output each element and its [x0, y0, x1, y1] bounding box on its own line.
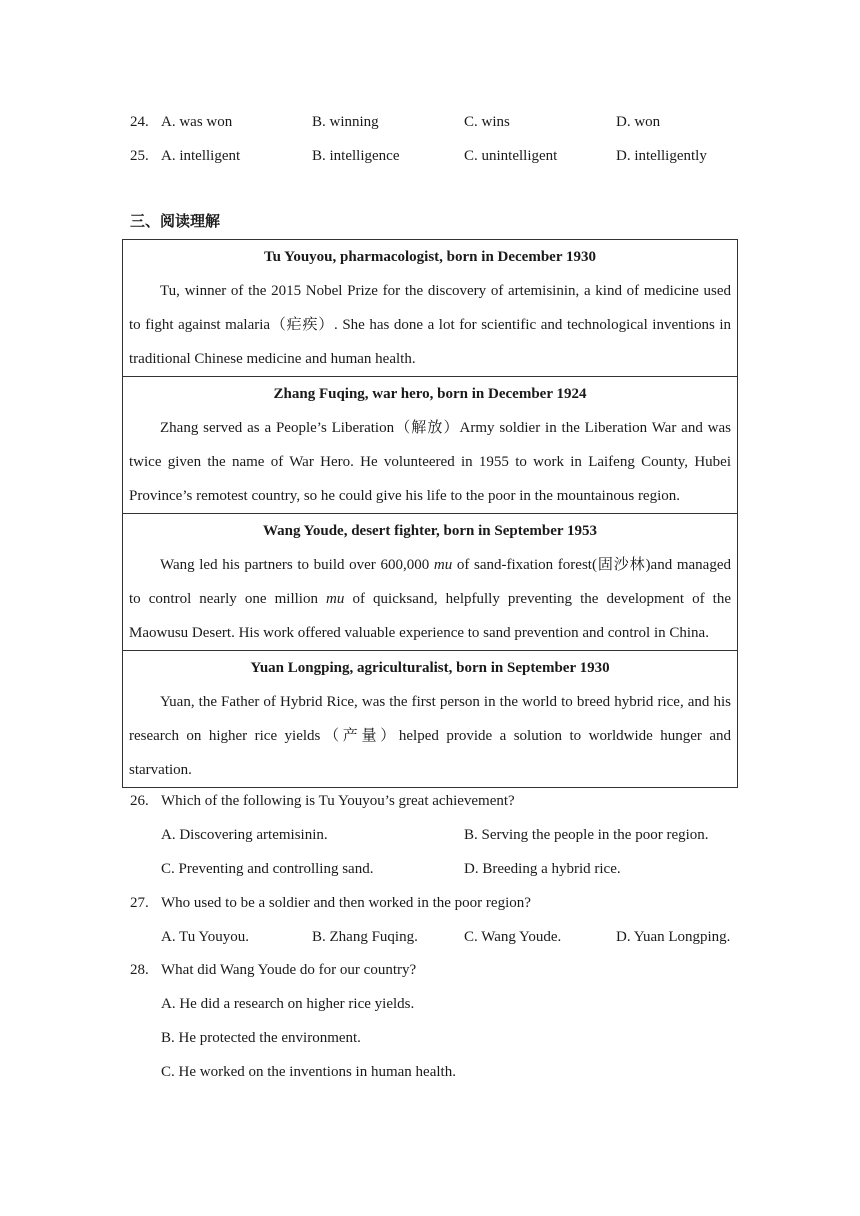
question-number: 26. — [130, 793, 149, 809]
person-title: Zhang Fuqing, war hero, born in December 1924 — [273, 386, 587, 402]
person-body: Tu, winner of the 2015 Nobel Prize for the discovery of artemisinin, a kind of medicine used to fight against malaria（疟疾）. She has done a lot for scientific and technological inventions in traditional Chinese medicine and human health. — [129, 283, 731, 367]
question-number: 24. — [130, 114, 149, 130]
reading-table — [122, 239, 738, 788]
option-b: B. Zhang Fuqing. — [312, 929, 418, 945]
unit-mu: mu — [433, 557, 453, 573]
question-number: 27. — [130, 895, 149, 911]
person-title: Yuan Longping, agriculturalist, born in September 1930 — [250, 660, 610, 676]
question-text: Which of the following is Tu Youyou’s great achievement? — [161, 793, 515, 809]
unit-mu: mu — [326, 591, 345, 607]
option-b: B. Serving the people in the poor region. — [464, 827, 709, 843]
option-c: C. Wang Youde. — [464, 929, 562, 945]
body-text: of sand-fixation forest(固沙林)and managed to control nearly one million — [129, 557, 731, 607]
body-text: of quicksand, helpfully preventing the development of the Maowusu Desert. His work offered valuable experience to sand prevention and control in China. — [129, 591, 731, 641]
option-a: A. Discovering artemisinin. — [161, 827, 328, 843]
question-text: Who used to be a soldier and then worked in the poor region? — [161, 895, 531, 911]
option-b: B. He protected the environment. — [161, 1030, 361, 1046]
question-text: What did Wang Youde do for our country? — [161, 962, 417, 978]
person-title: Wang Youde, desert fighter, born in September 1953 — [262, 523, 598, 539]
question-number: 28. — [130, 962, 149, 978]
person-cell-wang — [123, 514, 737, 651]
person-cell-yuan — [123, 651, 737, 787]
option-d: D. intelligently — [616, 148, 707, 164]
question-25 — [130, 145, 750, 167]
person-title: Tu Youyou, pharmacologist, born in December 1930 — [264, 249, 596, 265]
person-cell-tu — [123, 240, 737, 377]
option-a: A. Tu Youyou. — [161, 929, 249, 945]
option-c: C. unintelligent — [464, 148, 558, 164]
option-d: D. won — [616, 114, 661, 130]
person-cell-zhang — [123, 377, 737, 514]
option-c: C. He worked on the inventions in human health. — [161, 1064, 456, 1080]
question-number: 25. — [130, 148, 149, 164]
person-body: Yuan, the Father of Hybrid Rice, was the first person in the world to breed hybrid rice, and his research on higher rice yields（产量）helped provide a solution to worldwide hunger and starvation. — [129, 694, 731, 778]
person-body: Zhang served as a People’s Liberation（解放）Army soldier in the Liberation War and was twice given the name of War Hero. He volunteered in 1955 to work in Laifeng County, Hubei Province’s remotest country, so he could give his life to the poor in the mountainous region. — [129, 420, 731, 504]
body-text: Wang led his partners to build over 600,000 — [160, 557, 434, 573]
option-c: C. wins — [464, 114, 510, 130]
option-a: A. intelligent — [161, 148, 241, 164]
question-24 — [130, 111, 750, 133]
option-b: B. intelligence — [312, 148, 400, 164]
option-a: A. was won — [161, 114, 233, 130]
person-body — [129, 548, 731, 650]
option-b: B. winning — [312, 114, 379, 130]
option-a: A. He did a research on higher rice yields. — [161, 996, 415, 1012]
option-d: D. Yuan Longping. — [616, 929, 731, 945]
option-c: C. Preventing and controlling sand. — [161, 861, 374, 877]
section-title: 三、阅读理解 — [130, 214, 221, 230]
option-d: D. Breeding a hybrid rice. — [464, 861, 621, 877]
